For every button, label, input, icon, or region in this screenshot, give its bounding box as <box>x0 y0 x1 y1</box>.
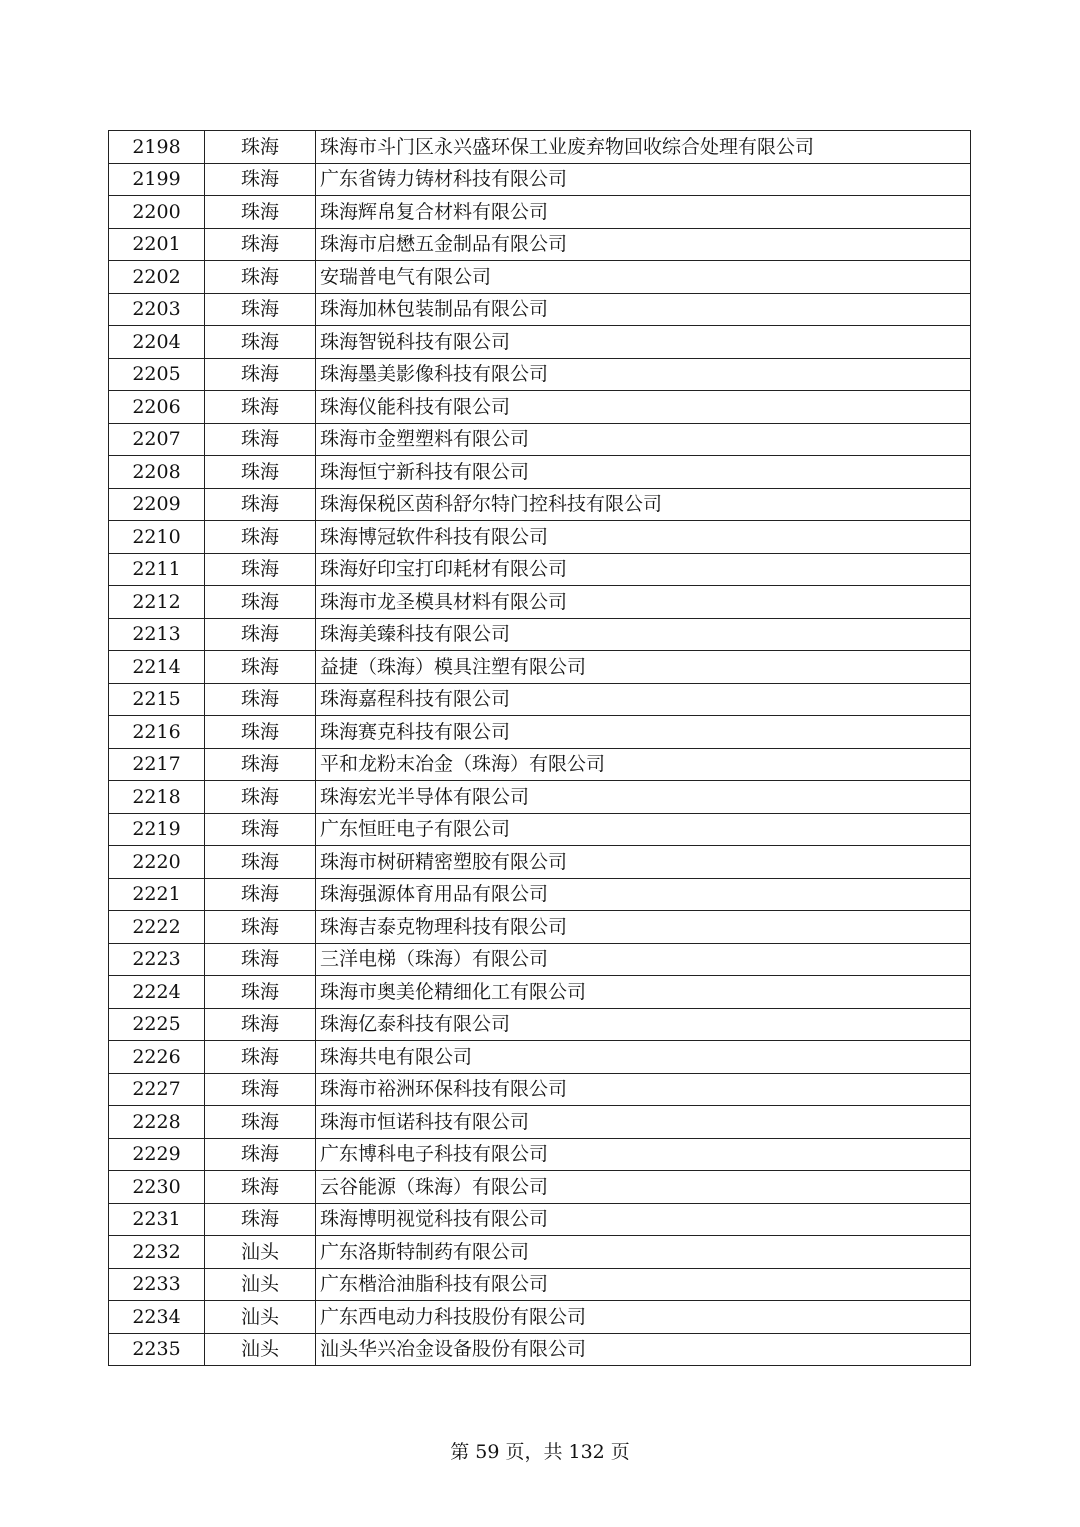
table-row <box>109 976 971 1009</box>
company-name-cell: 广东洛斯特制药有限公司 <box>316 1236 971 1269</box>
row-number-cell: 2206 <box>109 391 205 424</box>
company-name-cell: 珠海市树研精密塑胶有限公司 <box>316 846 971 879</box>
city-cell: 珠海 <box>205 1041 316 1074</box>
table-row <box>109 1073 971 1106</box>
row-number-cell: 2228 <box>109 1106 205 1139</box>
company-name-cell: 珠海市金塑塑料有限公司 <box>316 423 971 456</box>
company-name-cell: 益捷（珠海）模具注塑有限公司 <box>316 651 971 684</box>
city-cell: 汕头 <box>205 1333 316 1366</box>
company-name-cell: 珠海博冠软件科技有限公司 <box>316 521 971 554</box>
row-number-cell: 2208 <box>109 456 205 489</box>
table-row <box>109 1236 971 1269</box>
city-cell: 珠海 <box>205 521 316 554</box>
city-cell: 珠海 <box>205 358 316 391</box>
row-number-cell: 2210 <box>109 521 205 554</box>
company-name-cell: 珠海市恒诺科技有限公司 <box>316 1106 971 1139</box>
city-cell: 珠海 <box>205 781 316 814</box>
row-number-cell: 2199 <box>109 163 205 196</box>
row-number-cell: 2216 <box>109 716 205 749</box>
row-number-cell: 2218 <box>109 781 205 814</box>
row-number-cell: 2226 <box>109 1041 205 1074</box>
table-row <box>109 228 971 261</box>
table-row <box>109 846 971 879</box>
table-row <box>109 1138 971 1171</box>
row-number-cell: 2211 <box>109 553 205 586</box>
city-cell: 珠海 <box>205 163 316 196</box>
row-number-cell: 2214 <box>109 651 205 684</box>
row-number-cell: 2232 <box>109 1236 205 1269</box>
city-cell: 珠海 <box>205 618 316 651</box>
city-cell: 珠海 <box>205 1203 316 1236</box>
company-name-cell: 珠海加林包装制品有限公司 <box>316 293 971 326</box>
table-row <box>109 456 971 489</box>
city-cell: 珠海 <box>205 1008 316 1041</box>
city-cell: 珠海 <box>205 131 316 164</box>
row-number-cell: 2224 <box>109 976 205 1009</box>
row-number-cell: 2207 <box>109 423 205 456</box>
row-number-cell: 2229 <box>109 1138 205 1171</box>
company-list-table <box>108 130 971 1366</box>
company-name-cell: 广东西电动力科技股份有限公司 <box>316 1301 971 1334</box>
company-name-cell: 珠海吉泰克物理科技有限公司 <box>316 911 971 944</box>
company-name-cell: 珠海博明视觉科技有限公司 <box>316 1203 971 1236</box>
company-name-cell: 汕头华兴冶金设备股份有限公司 <box>316 1333 971 1366</box>
row-number-cell: 2219 <box>109 813 205 846</box>
table-row <box>109 1171 971 1204</box>
table-row <box>109 553 971 586</box>
table-row <box>109 1203 971 1236</box>
table-row <box>109 261 971 294</box>
company-name-cell: 广东博科电子科技有限公司 <box>316 1138 971 1171</box>
city-cell: 珠海 <box>205 1106 316 1139</box>
company-name-cell: 广东楷洽油脂科技有限公司 <box>316 1268 971 1301</box>
row-number-cell: 2212 <box>109 586 205 619</box>
row-number-cell: 2203 <box>109 293 205 326</box>
row-number-cell: 2217 <box>109 748 205 781</box>
row-number-cell: 2221 <box>109 878 205 911</box>
company-name-cell: 云谷能源（珠海）有限公司 <box>316 1171 971 1204</box>
table-row <box>109 748 971 781</box>
row-number-cell: 2215 <box>109 683 205 716</box>
city-cell: 汕头 <box>205 1236 316 1269</box>
company-name-cell: 珠海美臻科技有限公司 <box>316 618 971 651</box>
table-row <box>109 521 971 554</box>
row-number-cell: 2209 <box>109 488 205 521</box>
table-row <box>109 1301 971 1334</box>
row-number-cell: 2200 <box>109 196 205 229</box>
company-name-cell: 珠海亿泰科技有限公司 <box>316 1008 971 1041</box>
city-cell: 珠海 <box>205 846 316 879</box>
table-row <box>109 196 971 229</box>
city-cell: 珠海 <box>205 878 316 911</box>
table-row <box>109 911 971 944</box>
table-row <box>109 618 971 651</box>
company-name-cell: 广东恒旺电子有限公司 <box>316 813 971 846</box>
city-cell: 珠海 <box>205 943 316 976</box>
table-row <box>109 488 971 521</box>
table-row <box>109 1106 971 1139</box>
table-row <box>109 423 971 456</box>
city-cell: 汕头 <box>205 1268 316 1301</box>
city-cell: 珠海 <box>205 651 316 684</box>
company-name-cell: 珠海好印宝打印耗材有限公司 <box>316 553 971 586</box>
company-name-cell: 珠海恒宁新科技有限公司 <box>316 456 971 489</box>
table-row <box>109 1041 971 1074</box>
city-cell: 珠海 <box>205 911 316 944</box>
company-name-cell: 珠海强源体育用品有限公司 <box>316 878 971 911</box>
row-number-cell: 2201 <box>109 228 205 261</box>
row-number-cell: 2220 <box>109 846 205 879</box>
company-name-cell: 珠海市奥美伦精细化工有限公司 <box>316 976 971 1009</box>
row-number-cell: 2233 <box>109 1268 205 1301</box>
row-number-cell: 2222 <box>109 911 205 944</box>
row-number-cell: 2202 <box>109 261 205 294</box>
company-name-cell: 珠海墨美影像科技有限公司 <box>316 358 971 391</box>
row-number-cell: 2223 <box>109 943 205 976</box>
page-footer: 第 59 页，共 132 页 <box>450 1441 630 1463</box>
table-row <box>109 586 971 619</box>
table-row <box>109 293 971 326</box>
city-cell: 珠海 <box>205 196 316 229</box>
company-name-cell: 安瑞普电气有限公司 <box>316 261 971 294</box>
row-number-cell: 2204 <box>109 326 205 359</box>
company-name-cell: 珠海智锐科技有限公司 <box>316 326 971 359</box>
city-cell: 珠海 <box>205 261 316 294</box>
company-name-cell: 珠海嘉程科技有限公司 <box>316 683 971 716</box>
table-row <box>109 651 971 684</box>
row-number-cell: 2205 <box>109 358 205 391</box>
row-number-cell: 2227 <box>109 1073 205 1106</box>
city-cell: 珠海 <box>205 976 316 1009</box>
table-row <box>109 131 971 164</box>
row-number-cell: 2213 <box>109 618 205 651</box>
table-row <box>109 943 971 976</box>
city-cell: 珠海 <box>205 391 316 424</box>
table-row <box>109 391 971 424</box>
table-row <box>109 1333 971 1366</box>
row-number-cell: 2231 <box>109 1203 205 1236</box>
table-row <box>109 878 971 911</box>
table-row <box>109 781 971 814</box>
company-name-cell: 珠海共电有限公司 <box>316 1041 971 1074</box>
company-name-cell: 广东省铸力铸材科技有限公司 <box>316 163 971 196</box>
row-number-cell: 2234 <box>109 1301 205 1334</box>
city-cell: 珠海 <box>205 293 316 326</box>
table-row <box>109 683 971 716</box>
company-name-cell: 珠海市启懋五金制品有限公司 <box>316 228 971 261</box>
table-body <box>109 131 971 1366</box>
city-cell: 珠海 <box>205 326 316 359</box>
company-name-cell: 珠海保税区茵科舒尔特门控科技有限公司 <box>316 488 971 521</box>
company-name-cell: 珠海市裕洲环保科技有限公司 <box>316 1073 971 1106</box>
city-cell: 汕头 <box>205 1301 316 1334</box>
city-cell: 珠海 <box>205 683 316 716</box>
city-cell: 珠海 <box>205 813 316 846</box>
city-cell: 珠海 <box>205 748 316 781</box>
company-name-cell: 珠海仪能科技有限公司 <box>316 391 971 424</box>
company-name-cell: 珠海市龙圣模具材料有限公司 <box>316 586 971 619</box>
table-row <box>109 1008 971 1041</box>
company-name-cell: 平和龙粉末冶金（珠海）有限公司 <box>316 748 971 781</box>
city-cell: 珠海 <box>205 228 316 261</box>
city-cell: 珠海 <box>205 716 316 749</box>
table-row <box>109 716 971 749</box>
city-cell: 珠海 <box>205 456 316 489</box>
city-cell: 珠海 <box>205 553 316 586</box>
table-row <box>109 358 971 391</box>
table-row <box>109 326 971 359</box>
city-cell: 珠海 <box>205 488 316 521</box>
city-cell: 珠海 <box>205 423 316 456</box>
city-cell: 珠海 <box>205 586 316 619</box>
table-row <box>109 1268 971 1301</box>
company-name-cell: 珠海辉帛复合材料有限公司 <box>316 196 971 229</box>
row-number-cell: 2230 <box>109 1171 205 1204</box>
city-cell: 珠海 <box>205 1138 316 1171</box>
city-cell: 珠海 <box>205 1171 316 1204</box>
row-number-cell: 2225 <box>109 1008 205 1041</box>
table-row <box>109 813 971 846</box>
city-cell: 珠海 <box>205 1073 316 1106</box>
company-name-cell: 三洋电梯（珠海）有限公司 <box>316 943 971 976</box>
company-name-cell: 珠海赛克科技有限公司 <box>316 716 971 749</box>
company-name-cell: 珠海宏光半导体有限公司 <box>316 781 971 814</box>
table-row <box>109 163 971 196</box>
row-number-cell: 2235 <box>109 1333 205 1366</box>
company-name-cell: 珠海市斗门区永兴盛环保工业废弃物回收综合处理有限公司 <box>316 131 971 164</box>
row-number-cell: 2198 <box>109 131 205 164</box>
